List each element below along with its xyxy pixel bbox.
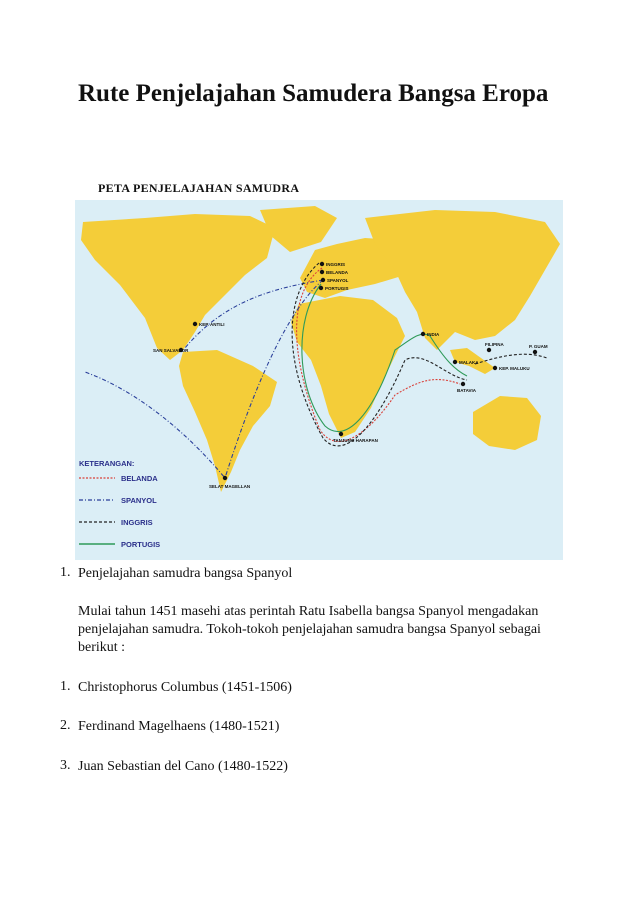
label-selat: SELAT MAGELLAN	[209, 484, 251, 489]
filipina-dot	[487, 348, 491, 352]
list-item-number: 1.	[60, 679, 71, 694]
legend-label-inggris: INGGRIS	[121, 518, 153, 527]
list-item: Christophorus Columbus (1451-1506)	[78, 680, 292, 695]
legend-label-belanda: BELANDA	[121, 474, 158, 483]
tanjung-dot	[339, 432, 343, 436]
legend-label-portugis: PORTUGIS	[121, 540, 161, 549]
label-kepmaluku: KEP. MALUKU	[499, 366, 530, 371]
legend-label-spanyol: SPANYOL	[121, 496, 157, 505]
inggris-dot	[320, 262, 324, 266]
exploration-route-map	[75, 200, 563, 560]
list-item: Juan Sebastian del Cano (1480-1522)	[78, 759, 288, 774]
label-sansalvador: SAN SALVADOR	[153, 348, 189, 353]
label-tanjung: TANJUNG HARAPAN	[333, 438, 378, 443]
kepantil-dot	[193, 322, 197, 326]
section-heading: Penjelajahan samudra bangsa Spanyol	[78, 566, 293, 581]
label-inggris: INGGRIS	[326, 262, 346, 267]
label-batavia: BATAVIA	[457, 388, 476, 393]
label-filipina: FILIPINA	[485, 342, 504, 347]
label-portugis: PORTUGIS	[325, 286, 349, 291]
kepmaluku-dot	[493, 366, 497, 370]
label-pguam: P. GUAM	[529, 344, 548, 349]
section-number: 1.	[60, 565, 71, 580]
india-dot	[421, 332, 425, 336]
label-spanyol: SPANYOL	[327, 278, 349, 283]
malaka-dot	[453, 360, 457, 364]
list-item-number: 3.	[60, 758, 71, 773]
legend-title: KETERANGAN:	[79, 459, 135, 468]
portugis-dot	[319, 286, 323, 290]
list-item-number: 2.	[60, 718, 71, 733]
label-india: INDIA	[427, 332, 440, 337]
section-paragraph: Mulai tahun 1451 masehi atas perintah Ratu Isabella bangsa Spanyol mengadakan penjelajahan samudra. Tokoh-tokoh penjelajahan samudra bangsa Spanyol sebagai berikut :	[78, 604, 541, 655]
belanda-dot	[320, 270, 324, 274]
label-kepantil: KEP. ANTILI	[199, 322, 225, 327]
label-malaka: MALAKA	[459, 360, 479, 365]
batavia-dot	[461, 382, 465, 386]
pguam-dot	[533, 350, 537, 354]
page-title: Rute Penjelajahan Samudera Bangsa Eropa	[78, 80, 549, 107]
map-title: PETA PENJELAJAHAN SAMUDRA	[98, 181, 300, 195]
spanyol-dot	[321, 278, 325, 282]
list-item: Ferdinand Magelhaens (1480-1521)	[78, 719, 280, 734]
selat-dot	[223, 476, 227, 480]
label-belanda: BELANDA	[326, 270, 348, 275]
